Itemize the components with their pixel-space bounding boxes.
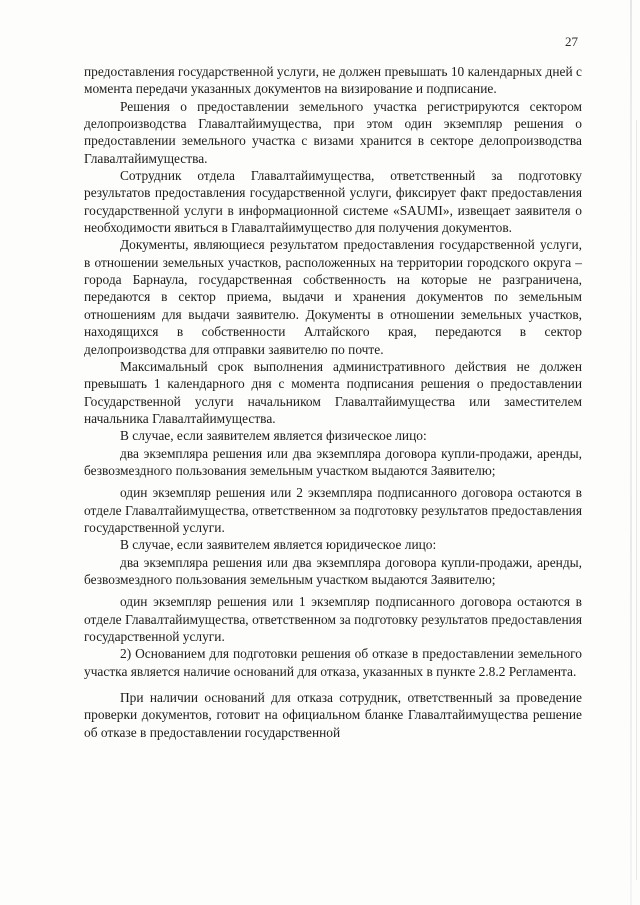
document-body bbox=[84, 63, 582, 741]
paragraph-registration: Решения о предоставлении земельного участка регистрируются сектором делопроизводства Главалтайимущества, при этом один экземпляр решения о предоставлении земельного участка с визами хранится в секторе делопроизводства Главалтайимущества. bbox=[84, 98, 582, 166]
paragraph-legal-heading: В случае, если заявителем является юридическое лицо: bbox=[120, 537, 437, 553]
page-number: 27 bbox=[565, 34, 578, 49]
paragraph-continuation: предоставления государственной услуги, не должен превышать 10 календарных дней с момента передачи указанных документов на визирование и подписание. bbox=[84, 64, 582, 97]
scan-edge-shadow bbox=[630, 0, 632, 905]
paragraph-saumi: Сотрудник отдела Главалтайимущества, ответственный за подготовку результатов предоставления государственной услуги, фиксирует факт предоставления государственной услуги в информационной системе «SAUMI», извещает заявителя о необходимости явиться в Главалтайимущество для получения документов. bbox=[84, 168, 582, 236]
paragraph-individual-two-copies: два экземпляра решения или два экземпляра договора купли-продажи, аренды, безвозмездного пользования земельным участком выдаются Заявителю; bbox=[84, 445, 582, 478]
paragraph-individual-heading: В случае, если заявителем является физическое лицо: bbox=[120, 428, 427, 444]
paragraph-refusal-basis: 2) Основанием для подготовки решения об отказе в предоставлении земельного участка является наличие оснований для отказа, указанных в пункте 2.8.2 Регламента. bbox=[84, 646, 582, 679]
paragraph-refusal-preparation: При наличии оснований для отказа сотрудник, ответственный за проведение проверки документов, готовит на официальном бланке Главалтайимущества решение об отказе в предоставлении государственной bbox=[84, 690, 582, 740]
paragraph-documents-transfer: Документы, являющиеся результатом предоставления государственной услуги, в отношении земельных участков, расположенных на территории городского округа – города Барнаула, государственная собственность на которые не разграничена, передаются в сектор приема, выдачи и хранения документов по земельным отношениям для выдачи заявителю. Документы в отношении земельных участков, находящихся в собственности Алтайского края, передаются в сектор делопроизводства для отправки заявителю по почте. bbox=[84, 237, 582, 357]
scan-edge-line bbox=[636, 120, 637, 880]
paragraph-legal-two-copies: два экземпляра решения или два экземпляра договора купли-продажи, аренды, безвозмездного пользования земельным участком выдаются Заявителю; bbox=[84, 554, 582, 587]
paragraph-max-term: Максимальный срок выполнения административного действия не должен превышать 1 календарного дня с момента подписания решения о предоставлении Государственной услуги начальником Главалтайимущества или заместителем начальника Главалтайимущества. bbox=[84, 358, 582, 426]
paragraph-legal-one-copy: один экземпляр решения или 1 экземпляр подписанного договора остаются в отделе Главалтайимущества, ответственном за подготовку результатов предоставления государственной услуги. bbox=[84, 594, 582, 644]
paragraph-individual-one-copy: один экземпляр решения или 2 экземпляра подписанного договора остаются в отделе Главалтайимущества, ответственном за подготовку результатов предоставления государственной услуги. bbox=[84, 485, 582, 535]
